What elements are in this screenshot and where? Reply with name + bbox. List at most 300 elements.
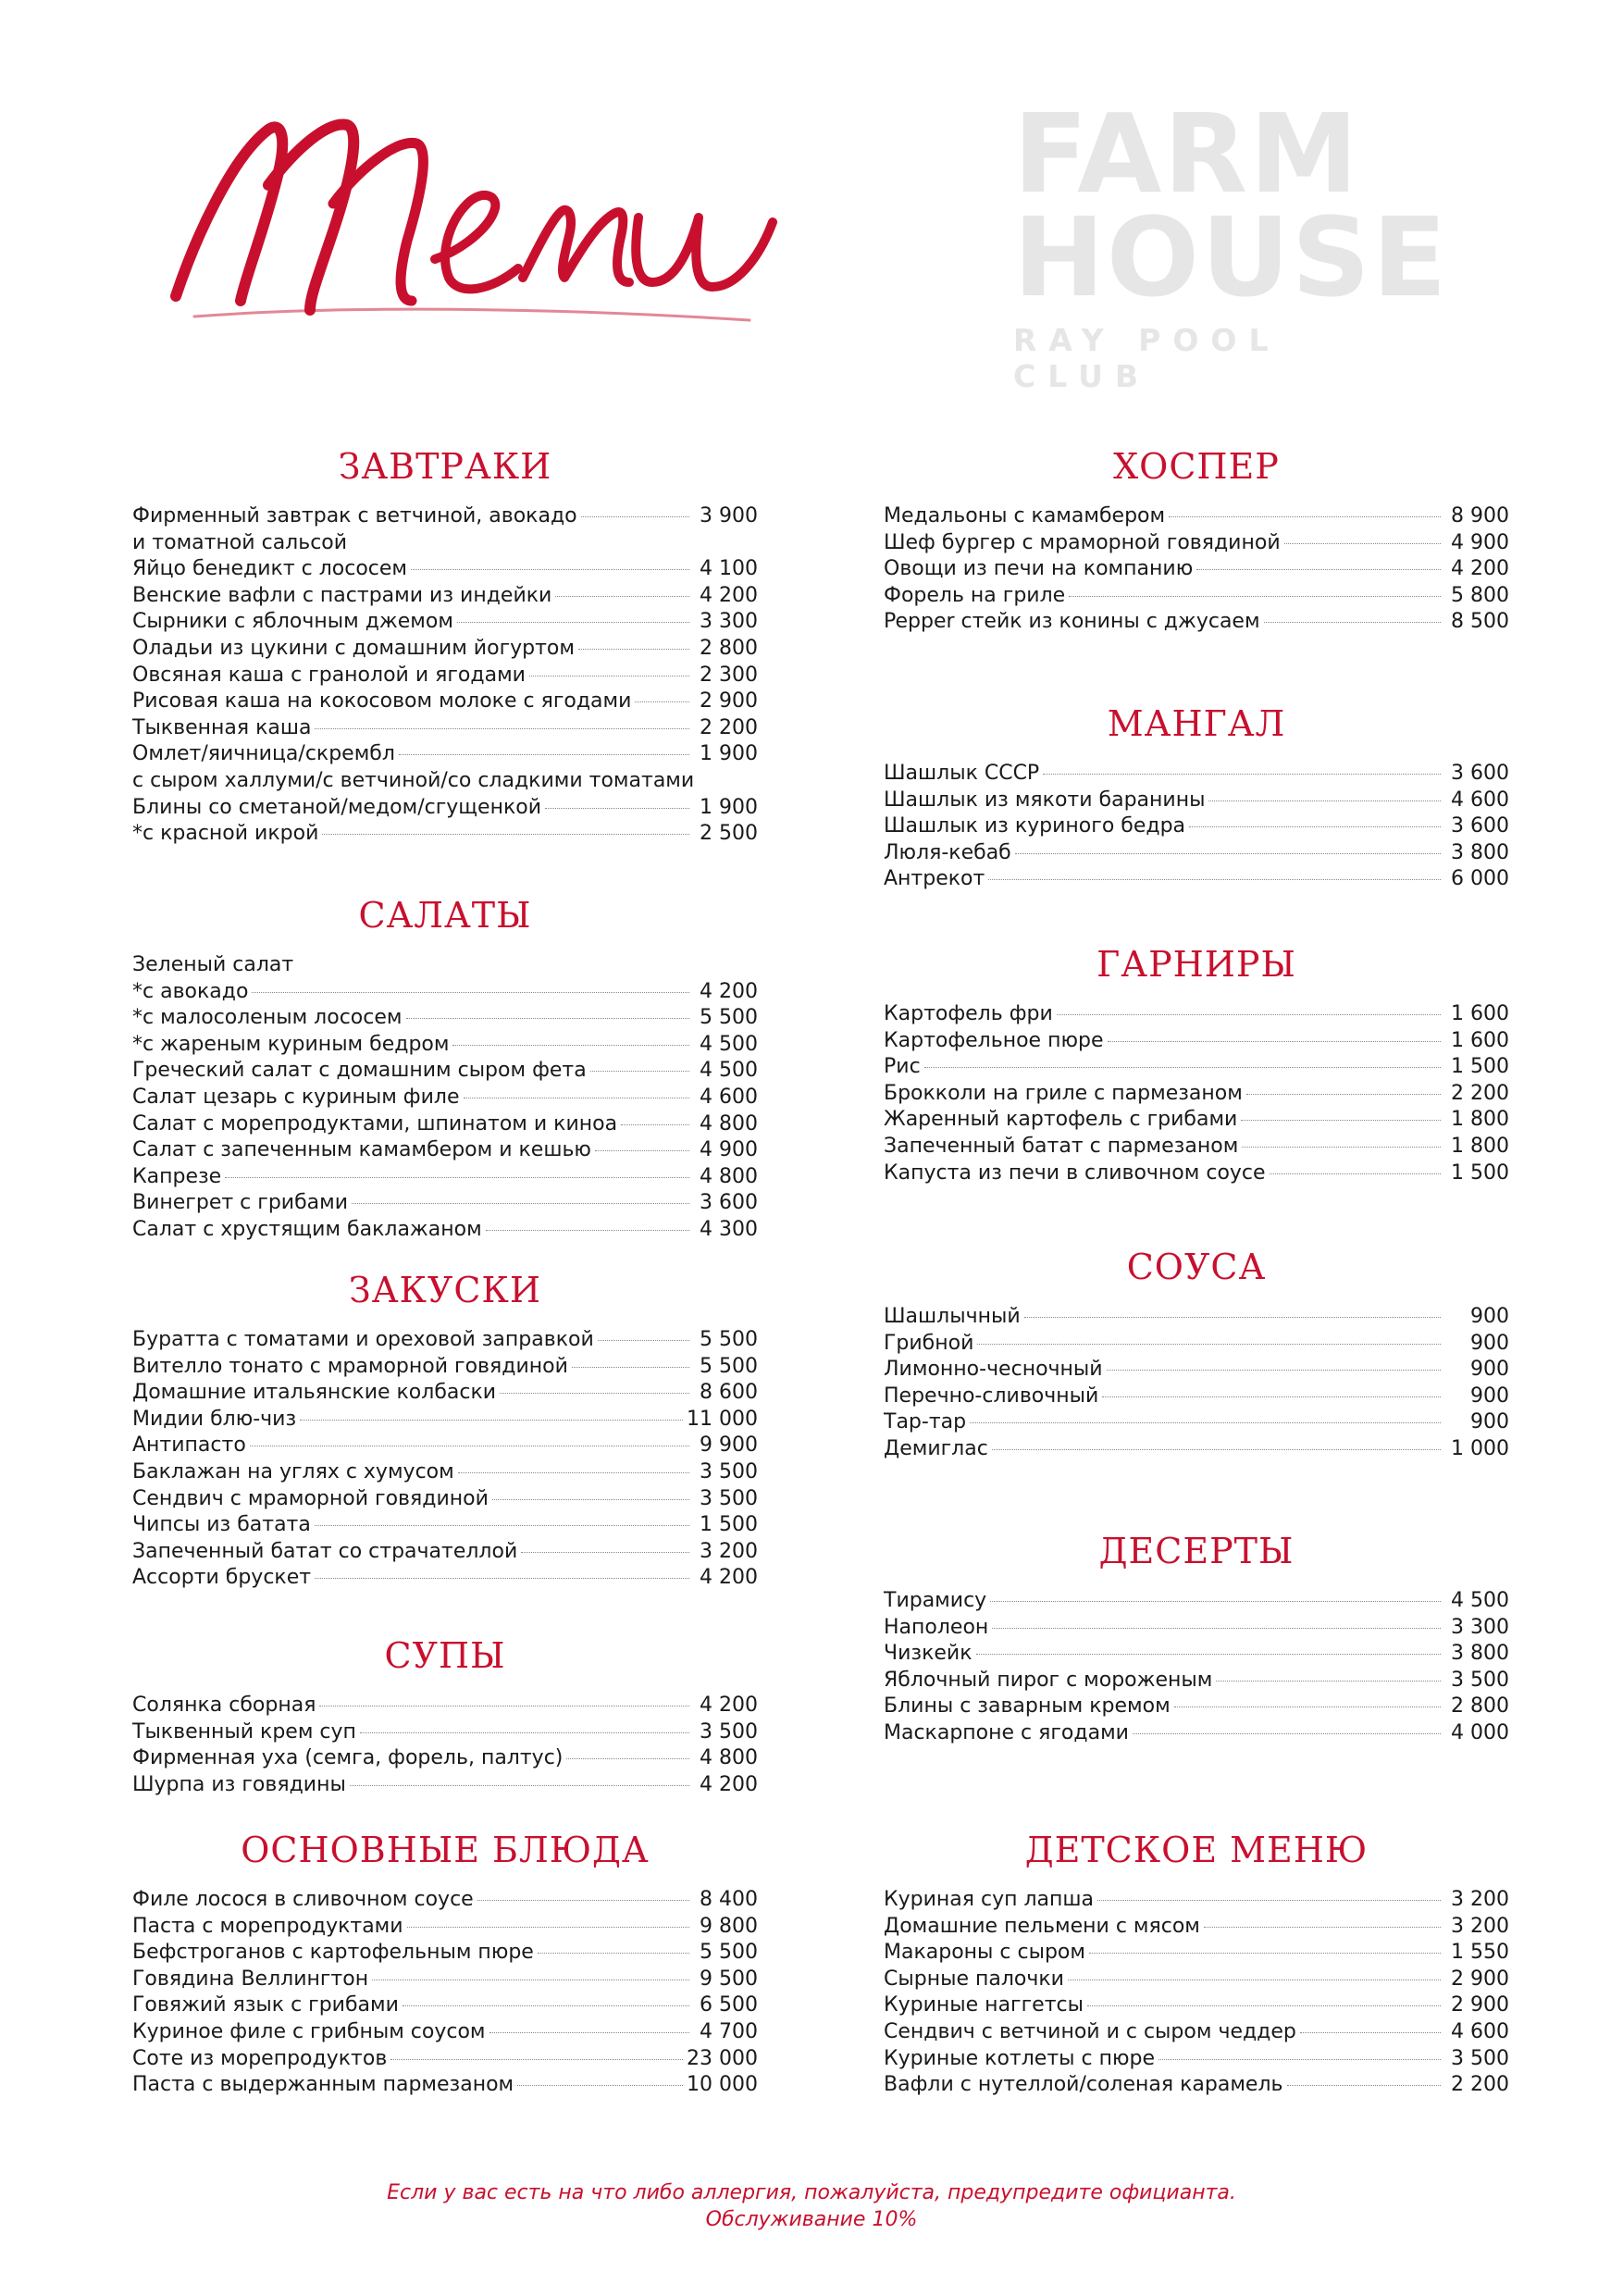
menu-item [132,795,758,822]
menu-item-price: 2 500 [700,822,758,846]
menu-items-list [884,1887,1509,2099]
dotted-leader [1107,1370,1441,1371]
dotted-leader [1284,543,1441,544]
dotted-leader [1204,1927,1441,1928]
menu-item [132,952,758,979]
menu-item [884,788,1509,814]
menu-item-price: 3 500 [700,1459,758,1483]
menu-item [884,1134,1509,1160]
menu-section [132,1828,758,2099]
menu-item [884,1028,1509,1055]
menu-item-price: 3 500 [1451,2046,1509,2070]
menu-item-name: Форель на гриле [884,583,1066,607]
menu-item [132,609,758,636]
menu-item [132,1407,758,1433]
menu-item [132,741,758,768]
dotted-leader [477,1900,689,1901]
menu-item-name: Рис [884,1055,921,1079]
menu-item-price: 1 550 [1451,1941,1509,1965]
menu-item [884,2072,1509,2099]
dotted-leader [1089,1953,1441,1954]
logo-line-farm: FARM [1013,90,1360,217]
menu-item [132,1992,758,2019]
menu-item-price: 4 200 [700,1694,758,1717]
dotted-leader [595,1150,689,1151]
menu-item-name: Грибной [884,1331,974,1355]
dotted-leader [1242,1147,1441,1148]
menu-item-name: Тар-тар [884,1410,967,1434]
menu-section [132,1268,758,1592]
dotted-leader [1174,1706,1441,1707]
menu-item-price: 900 [1470,1331,1509,1355]
menu-item-price: 3 500 [700,1719,758,1744]
menu-item [884,1720,1509,1747]
dotted-leader [315,728,689,729]
menu-item-price: 3 500 [700,1486,758,1510]
dotted-leader [300,1420,683,1421]
menu-item-price: 4 200 [700,1566,758,1590]
menu-item [884,2019,1509,2046]
menu-item [132,1940,758,1967]
menu-item-price: 4 800 [700,1746,758,1770]
menu-item [132,1914,758,1941]
menu-item [132,979,758,1006]
menu-item [132,530,758,557]
menu-item-name: Омлет/яичница/скрембл [132,742,395,766]
menu-item [884,761,1509,788]
menu-item-price: 3 900 [700,504,758,527]
menu-item-price: 3 800 [1451,840,1509,864]
dotted-leader [350,1785,689,1786]
menu-item-name: *с жареным куриным бедром [132,1032,450,1056]
menu-item [132,821,758,848]
dotted-leader [399,754,689,755]
menu-item [884,813,1509,840]
menu-item-price: 4 800 [700,1164,758,1188]
menu-item-price: 1 800 [1451,1108,1509,1132]
menu-item-name: Блины со сметаной/медом/сгущенкой [132,795,541,819]
dotted-leader [1300,2032,1441,2033]
menu-item-name: *с малосоленым лососем [132,1006,403,1030]
menu-item-name: Зеленый салат [132,953,294,976]
menu-item-price: 5 500 [700,1354,758,1378]
menu-item-name: Шеф бургер с мраморной говядиной [884,530,1281,554]
menu-item-price: 2 800 [700,636,758,660]
menu-item [884,1409,1509,1436]
menu-item-name: Фирменная уха (семга, форель, палтус) [132,1746,564,1770]
menu-item-name: Яблочный пирог с мороженым [884,1668,1213,1692]
menu-item [884,1967,1509,1993]
menu-item-price: 4 900 [1451,530,1509,554]
menu-item-name: *с авокадо [132,979,249,1003]
dotted-leader [924,1067,1441,1068]
menu-item [132,1164,758,1191]
menu-item [884,2046,1509,2073]
menu-item-price: 4 600 [1451,788,1509,812]
menu-item-name: Куриная суп лапша [884,1888,1095,1911]
dotted-leader [1024,1317,1441,1318]
menu-item-price: 1 600 [1451,1028,1509,1052]
dotted-leader [360,1732,689,1733]
dotted-leader [1057,1014,1441,1015]
dotted-leader [1264,622,1441,623]
svg-text:Menu: Menu [157,88,198,105]
menu-item-name: Бефстроганов с картофельным пюре [132,1941,534,1965]
menu-section [884,1529,1509,1747]
menu-item-price: 5 500 [700,1006,758,1030]
menu-item-name: с сыром халлуми/с ветчиной/со сладкими томатами [132,768,695,792]
dotted-leader [411,569,689,570]
logo-line-house: HOUSE [1013,193,1449,321]
menu-item [884,1668,1509,1694]
menu-item [884,609,1509,636]
menu-item [884,1081,1509,1108]
menu-item [132,1354,758,1381]
menu-items-list [884,503,1509,636]
menu-section [884,1828,1509,2099]
menu-item [132,1217,758,1244]
menu-section [132,893,758,1244]
dotted-leader [1169,516,1441,517]
menu-item-price: 8 900 [1451,504,1509,527]
menu-item-name: Шурпа из говядины [132,1772,346,1796]
menu-item [884,556,1509,583]
menu-item-name: Говяжий язык с грибами [132,1993,399,2017]
dotted-leader [403,2005,689,2006]
menu-item [884,1384,1509,1410]
menu-item-name: Венские вафли с пастрами из индейки [132,583,552,607]
menu-item-name: Запеченный батат с пармезаном [884,1134,1239,1158]
menu-item [884,1887,1509,1914]
menu-item-price: 3 300 [700,610,758,634]
menu-item [132,1745,758,1772]
dotted-leader [225,1177,689,1178]
dotted-leader [1216,1681,1441,1682]
menu-item-name: Чипсы из батата [132,1513,311,1537]
menu-item [132,715,758,742]
dotted-leader [590,1071,689,1072]
dotted-leader [1158,2059,1441,2060]
menu-item-price: 4 800 [700,1111,758,1136]
menu-item [132,1693,758,1719]
dotted-leader [1196,569,1441,570]
menu-items-list [132,503,758,848]
menu-items-list [884,1001,1509,1186]
menu-item-price: 3 300 [1451,1615,1509,1639]
dotted-leader [1108,1041,1442,1042]
menu-item-price: 1 500 [1451,1160,1509,1185]
menu-item-price: 9 900 [700,1433,758,1458]
farm-house-logo [1013,90,1449,394]
menu-item-price: 1 900 [700,742,758,766]
menu-item-name: Жаренный картофель с грибами [884,1108,1238,1132]
menu-item-price: 4 500 [1451,1589,1509,1612]
dotted-leader [407,1927,689,1928]
menu-item-price: 4 900 [700,1138,758,1162]
menu-item-price: 23 000 [687,2046,758,2070]
menu-item-price: 4 500 [700,1059,758,1083]
dotted-leader [486,1230,689,1231]
dotted-leader [252,992,689,993]
menu-item [132,1005,758,1032]
menu-items-list [884,761,1509,893]
dotted-leader [992,1628,1441,1629]
dotted-leader [1246,1094,1441,1095]
dotted-leader [352,1203,689,1204]
dotted-leader [517,2085,683,2086]
section-title: ДЕСЕРТЫ [1098,1531,1295,1571]
section-title: СОУСА [1126,1247,1267,1287]
menu-item-price: 8 600 [700,1381,758,1405]
menu-item-name: Сырные палочки [884,1967,1064,1991]
menu-item-price: 8 500 [1451,610,1509,634]
dotted-leader [457,622,689,623]
menu-item [884,1694,1509,1720]
menu-item [132,1190,758,1217]
menu-item [132,1058,758,1085]
menu-item-name: Лимонно-чесночный [884,1358,1103,1382]
menu-item [884,1436,1509,1463]
menu-item-name: Шашлычный [884,1305,1021,1328]
menu-item-price: 1 500 [700,1513,758,1537]
dotted-leader [1270,1173,1441,1174]
dotted-leader [970,1422,1441,1423]
menu-item-name: Салат с морепродуктами, шпинатом и киноа [132,1111,618,1136]
menu-item-price: 2 900 [1451,1993,1509,2017]
menu-section [884,701,1509,893]
menu-item-name: Вителло тонато с мраморной говядиной [132,1354,568,1378]
menu-item [132,1433,758,1459]
dotted-leader [322,834,689,835]
menu-item-name: Наполеон [884,1615,989,1639]
dotted-leader [1043,774,1441,775]
menu-item-name: Рисовая каша на кокосовом молоке с ягодами [132,689,632,714]
dotted-leader [1241,1120,1441,1121]
menu-item-name: Салат цезарь с куриным филе [132,1085,460,1109]
menu-item-price: 5 500 [700,1941,758,1965]
dotted-leader [1208,800,1441,801]
dotted-leader [1133,1733,1441,1734]
menu-item [884,530,1509,557]
menu-item-name: Буратта с томатами и ореховой заправкой [132,1328,594,1351]
dotted-leader [621,1124,689,1125]
menu-item-price: 2 200 [1451,1081,1509,1105]
section-title: САЛАТЫ [358,895,532,936]
menu-item [132,2072,758,2099]
menu-item [884,866,1509,893]
menu-item-name: Макароны с сыром [884,1941,1085,1965]
service-charge-note: Обслуживание 10% [705,2208,918,2231]
menu-item [884,1331,1509,1358]
section-title: ГАРНИРЫ [1096,944,1296,985]
dotted-leader [1097,1900,1441,1901]
menu-item [132,1137,758,1164]
menu-item-name: Маскарпоне с ягодами [884,1720,1129,1744]
menu-item-price: 4 200 [700,979,758,1003]
menu-item-name: Картофельное пюре [884,1028,1104,1052]
menu-item [132,1032,758,1059]
menu-item-price: 9 500 [700,1967,758,1991]
menu-item-name: Паста с морепродуктами [132,1914,403,1938]
menu-item [132,556,758,583]
menu-items-list [132,1327,758,1592]
menu-item [132,1719,758,1746]
menu-item-name: Филе лосося в сливочном соусе [132,1888,474,1911]
menu-item-name: Тирамису [884,1589,987,1612]
menu-item-price: 11 000 [687,1407,758,1431]
menu-item-name: Чизкейк [884,1642,973,1666]
menu-item-name: Овсяная каша с гранолой и ягодами [132,663,526,687]
dotted-leader [406,1018,690,1019]
menu-item-price: 1 500 [1451,1055,1509,1079]
menu-item-name: Люля-кебаб [884,840,1011,864]
menu-item [132,1085,758,1111]
menu-item [884,1641,1509,1668]
footer-note [0,2179,1623,2233]
menu-item-price: 900 [1470,1358,1509,1382]
menu-item-name: Греческий салат с домашним сыром фета [132,1059,587,1083]
menu-item-price: 1 800 [1451,1134,1509,1158]
menu-item [132,1327,758,1354]
menu-item-price: 900 [1470,1410,1509,1434]
menu-item-name: Вафли с нутеллой/соленая карамель [884,2073,1283,2097]
menu-item-name: Перечно-сливочный [884,1384,1099,1408]
menu-item-name: Оладьи из цукини с домашним йогуртом [132,636,575,660]
dotted-leader [555,596,689,597]
menu-item-price: 2 900 [1451,1967,1509,1991]
menu-item-price: 3 800 [1451,1642,1509,1666]
menu-item-price: 2 900 [700,689,758,714]
menu-section [132,1633,758,1798]
menu-item-name: Соте из морепродуктов [132,2046,388,2070]
menu-item [884,1992,1509,2019]
dotted-leader [500,1393,689,1394]
menu-item-name: Баклажан на углях с хумусом [132,1459,454,1483]
dotted-leader [545,808,689,809]
menu-item [132,1486,758,1513]
section-title: ДЕТСКОЕ МЕНЮ [1024,1830,1369,1870]
menu-item-price: 5 800 [1451,583,1509,607]
menu-section [884,942,1509,1186]
dotted-leader [538,1953,689,1954]
dotted-leader [992,1449,1441,1450]
menu-item-name: Шашлык из куриного бедра [884,814,1186,838]
menu-items-list [884,1304,1509,1463]
menu-item-price: 6 000 [1451,867,1509,891]
menu-item-price: 4 300 [700,1217,758,1241]
menu-item-name: Шашлык из мякоти баранины [884,788,1206,812]
dotted-leader [572,1367,689,1368]
menu-item-name: *с красной икрой [132,822,319,846]
dotted-leader [598,1340,689,1341]
menu-item-price: 1 000 [1451,1436,1509,1460]
dotted-leader [315,1578,689,1579]
menu-item [884,1001,1509,1028]
menu-items-list [884,1588,1509,1747]
menu-item-name: Капрезе [132,1164,222,1188]
dotted-leader [635,701,689,702]
menu-item [132,689,758,715]
menu-item-name: Антипасто [132,1433,246,1458]
menu-item [884,1914,1509,1941]
menu-section [132,444,758,848]
menu-item-price: 4 100 [700,557,758,581]
menu-item [132,503,758,530]
menu-item-price: 6 500 [700,1993,758,2017]
menu-item-name: Винегрет с грибами [132,1191,349,1215]
menu-item-price: 3 500 [1451,1668,1509,1692]
menu-items-list [132,952,758,1244]
menu-item-name: Pepper стейк из конины с джусаем [884,610,1260,634]
menu-item-price: 900 [1470,1384,1509,1408]
dotted-leader [1015,853,1441,854]
menu-item [884,1304,1509,1331]
menu-item [132,1512,758,1539]
menu-item [132,663,758,689]
menu-item [884,1588,1509,1615]
dotted-leader [988,879,1441,880]
menu-item-price: 2 200 [700,715,758,739]
dotted-leader [1189,826,1441,827]
menu-item-name: Шашлык СССР [884,762,1040,785]
menu-item [132,1887,758,1914]
menu-item-name: Салат с запеченным камамбером и кешью [132,1138,591,1162]
menu-item-name: Куриное филе с грибным соусом [132,2019,486,2043]
menu-item [132,1967,758,1993]
dotted-leader [315,1525,689,1526]
menu-item-name: Домашние пельмени с мясом [884,1914,1200,1938]
menu-item-name: Куриные котлеты с пюре [884,2046,1156,2070]
menu-item-price: 3 600 [1451,814,1509,838]
menu-item-price: 2 300 [700,663,758,687]
menu-item-price: 2 800 [1451,1694,1509,1719]
menu-item-name: Салат с хрустящим баклажаном [132,1217,482,1241]
menu-item-price: 900 [1470,1305,1509,1328]
menu-item [884,1357,1509,1384]
menu-item-price: 1 900 [700,795,758,819]
menu-item [132,2019,758,2046]
menu-item-name: Медальоны с камамбером [884,504,1166,527]
menu-item-name: Яйцо бенедикт с лососем [132,557,408,581]
menu-item-name: Демиглас [884,1436,988,1460]
menu-item-price: 4 600 [1451,2019,1509,2043]
menu-item-price: 3 200 [700,1539,758,1563]
menu-item-name: Картофель фри [884,1002,1053,1025]
menu-item-name: Говядина Веллингтон [132,1967,369,1991]
menu-item [884,1054,1509,1081]
menu-item-name: Сендвич с мраморной говядиной [132,1486,489,1510]
menu-item [132,1539,758,1566]
menu-item-name: Фирменный завтрак с ветчиной, авокадо [132,504,577,527]
menu-item-name: Тыквенный крем суп [132,1719,356,1744]
menu-item-price: 5 500 [700,1328,758,1351]
menu-item-name: Сендвич с ветчиной и с сыром чеддер [884,2019,1296,2043]
menu-item [132,1565,758,1592]
dotted-leader [521,1552,689,1553]
menu-item-price: 8 400 [700,1888,758,1911]
section-title: ЗАКУСКИ [349,1270,541,1310]
section-title: МАНГАЛ [1107,703,1286,744]
menu-item-price: 4 000 [1451,1720,1509,1744]
dotted-leader [578,649,689,650]
menu-items-list [132,1693,758,1798]
menu-item-price: 3 200 [1451,1888,1509,1911]
menu-item-name: Мидии блю-чиз [132,1407,297,1431]
menu-item-name: Сырники с яблочным джемом [132,610,453,634]
menu-item-price: 3 600 [1451,762,1509,785]
dotted-leader [1287,2085,1442,2086]
menu-items-list [132,1887,758,2099]
